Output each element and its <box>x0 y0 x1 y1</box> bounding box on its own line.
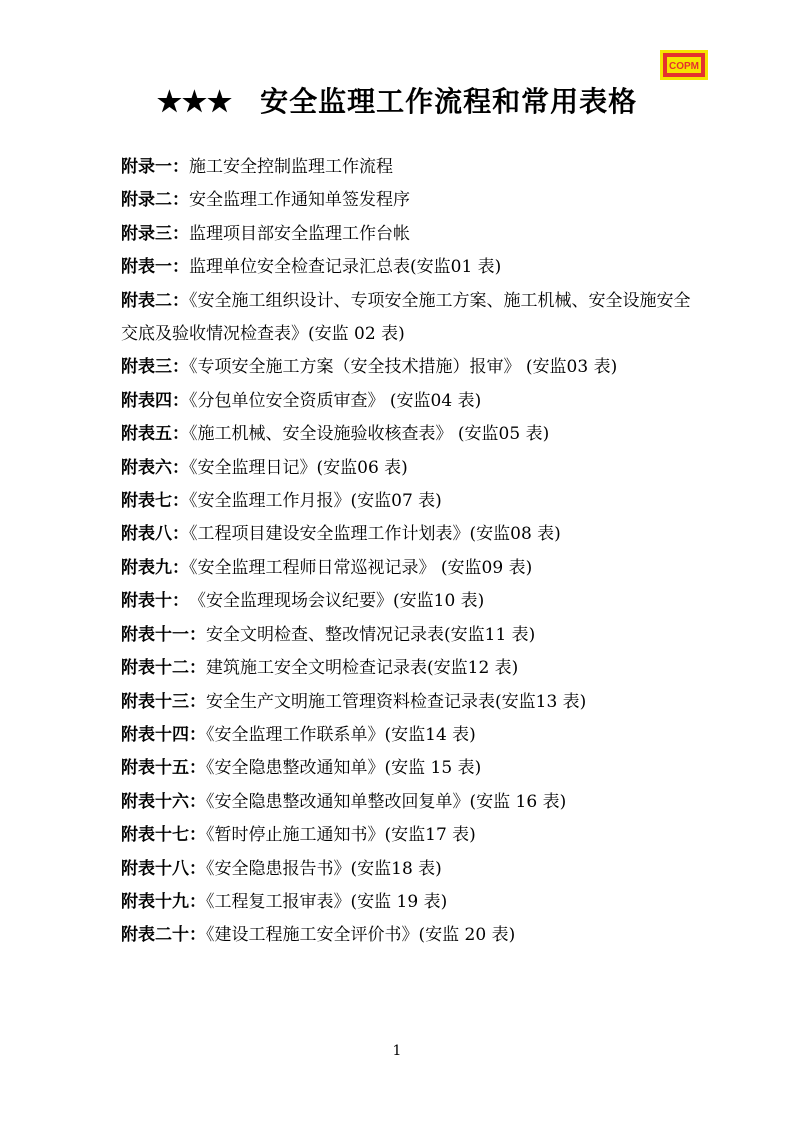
page-title <box>0 80 794 120</box>
item-text: 《安全施工组织设计、专项安全施工方案、施工机械、安全设施安全交底及验收情况检查表》(安监 02 表) <box>121 290 691 345</box>
item-text: 《安全监理工程师日常巡视记录》 (安监09 表) <box>189 557 533 578</box>
list-item <box>121 552 721 585</box>
item-label: 附表十二： <box>121 658 206 679</box>
item-label: 附表八： <box>121 524 189 545</box>
list-item <box>121 853 721 886</box>
item-text: 《安全隐患报告书》(安监18 表) <box>206 858 442 879</box>
item-text: 《分包单位安全资质审查》 (安监04 表) <box>189 390 482 411</box>
list-item <box>121 585 721 618</box>
item-label: 附录二： <box>121 190 189 211</box>
item-label: 附表十三： <box>121 691 206 712</box>
list-item <box>121 385 721 418</box>
item-text: 《安全监理现场会议纪要》(安监10 表) <box>180 591 485 612</box>
item-text: 《建设工程施工安全评价书》(安监 20 表) <box>206 925 516 946</box>
item-text: 建筑施工安全文明检查记录表(安监12 表) <box>206 658 519 679</box>
list-item <box>121 919 721 952</box>
list-item <box>121 752 721 785</box>
item-label: 附表十五： <box>121 758 206 779</box>
item-text: 安全文明检查、整改情况记录表(安监11 表) <box>206 624 536 645</box>
item-text: 安全生产文明施工管理资料检查记录表(安监13 表) <box>206 691 587 712</box>
list-item <box>121 351 721 384</box>
list-item <box>121 452 721 485</box>
item-label: 附表六： <box>121 457 189 478</box>
item-label: 附表七： <box>121 491 189 512</box>
list-item <box>121 786 721 819</box>
item-text: 《安全监理日记》(安监06 表) <box>189 457 408 478</box>
item-text: 《安全隐患整改通知单》(安监 15 表) <box>206 758 482 779</box>
title-stars: ★★★ <box>156 85 233 118</box>
item-text: 监理项目部安全监理工作台帐 <box>189 223 410 244</box>
list-item <box>121 686 721 719</box>
item-text: 《安全监理工作联系单》(安监14 表) <box>206 724 476 745</box>
item-text: 《施工机械、安全设施验收核查表》 (安监05 表) <box>189 424 550 445</box>
item-label: 附表十： <box>121 591 181 612</box>
item-label: 附表十六： <box>121 791 206 812</box>
item-text: 监理单位安全检查记录汇总表(安监01 表) <box>189 257 502 278</box>
item-text: 安全监理工作通知单签发程序 <box>189 190 410 211</box>
list-item <box>121 886 721 919</box>
item-label: 附表二： <box>121 290 189 311</box>
item-text: 《工程项目建设安全监理工作计划表》(安监08 表) <box>189 524 561 545</box>
copm-logo <box>660 50 708 80</box>
list-item <box>121 652 721 685</box>
list-item <box>121 151 721 184</box>
item-label: 附表九： <box>121 557 189 578</box>
item-text: 《安全监理工作月报》(安监07 表) <box>189 491 442 512</box>
list-item <box>121 819 721 852</box>
item-text: 施工安全控制监理工作流程 <box>189 157 393 177</box>
item-text: 《专项安全施工方案（安全技术措施）报审》 (安监03 表) <box>189 357 618 378</box>
title-text: 安全监理工作流程和常用表格 <box>260 85 638 118</box>
list-item <box>121 719 721 752</box>
item-label: 附表十八： <box>121 858 206 879</box>
item-label: 附表四： <box>121 390 189 411</box>
list-item <box>121 251 721 284</box>
item-text: 《安全隐患整改通知单整改回复单》(安监 16 表) <box>206 791 567 812</box>
item-text: 《工程复工报审表》(安监 19 表) <box>206 891 448 912</box>
item-label: 附表十一： <box>121 624 206 645</box>
item-label: 附表十四： <box>121 724 206 745</box>
item-label: 附表三： <box>121 357 189 378</box>
item-text: 《暂时停止施工通知书》(安监17 表) <box>206 825 476 846</box>
list-item <box>121 285 706 352</box>
list-item <box>121 184 721 217</box>
item-label: 附录一： <box>121 157 189 177</box>
item-label: 附表五： <box>121 424 189 445</box>
page-number: 1 <box>392 1043 402 1059</box>
list-item <box>121 218 721 251</box>
item-label: 附表十七： <box>121 825 206 846</box>
item-label: 附录三： <box>121 223 189 244</box>
list-item <box>121 485 721 518</box>
list-item <box>121 518 721 551</box>
item-label: 附表一： <box>121 257 189 278</box>
item-label: 附表十九： <box>121 891 206 912</box>
logo-text: COPM <box>669 61 699 72</box>
item-label: 附表二十： <box>121 925 206 946</box>
list-item <box>121 619 721 652</box>
appendix-list <box>121 151 721 953</box>
list-item <box>121 418 721 451</box>
